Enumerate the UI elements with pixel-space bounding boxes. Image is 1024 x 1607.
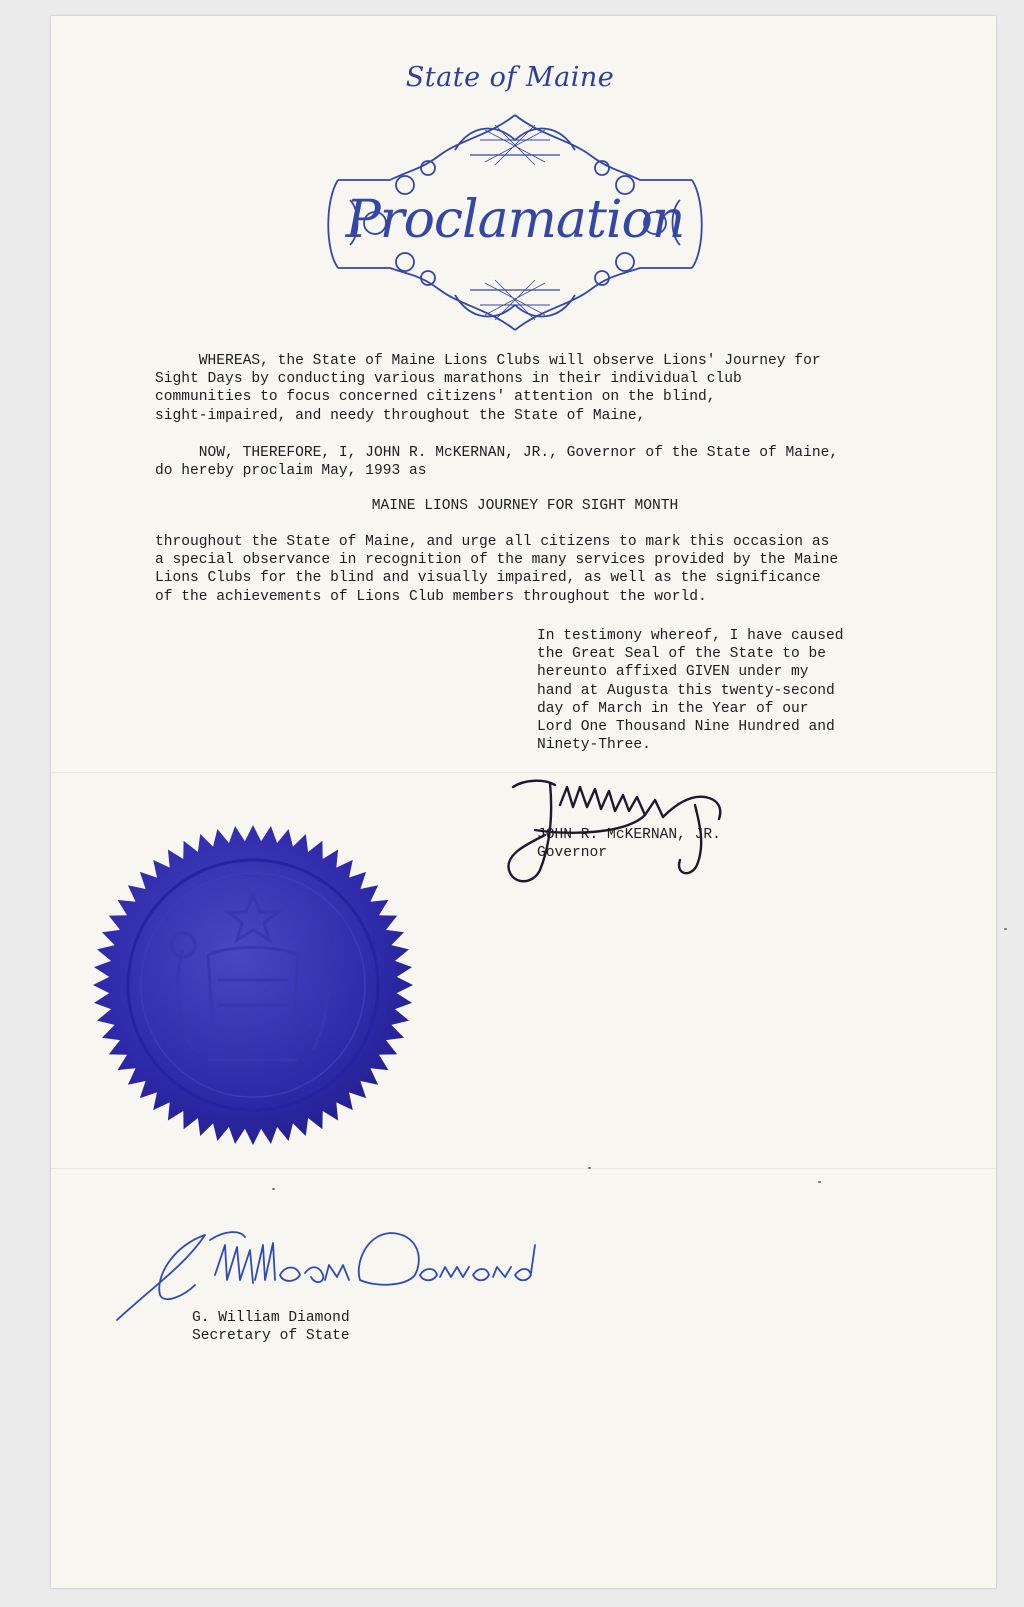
state-title: State of Maine	[405, 62, 615, 93]
secretary-name: G. William Diamond	[192, 1310, 350, 1326]
governor-title: Governor	[537, 845, 608, 862]
whereas-paragraph: WHEREAS, the State of Maine Lions Clubs will observe Lions' Journey for Sight Days by conducting various marathons in their individual club communities to focus concerned citizens' attention on the blind, sight-impaired, and needy throughout the State of Maine,	[155, 353, 821, 424]
secretary-signature-block	[192, 1309, 350, 1346]
governor-name: JOHN R. McKERNAN, JR.	[537, 827, 721, 843]
paper-speck	[588, 1167, 591, 1169]
state-seal-icon	[88, 820, 418, 1150]
proclaimed-month-title: MAINE LIONS JOURNEY FOR SIGHT MONTH	[371, 498, 679, 514]
throughout-paragraph: throughout the State of Maine, and urge all citizens to mark this occasion as a special observance in recognition of the many services provided by the Maine Lions Clubs for the blind and visually impaired, as well as the significance of the achievements of Lions Club members throughout the world.	[155, 534, 839, 605]
paper-speck	[272, 1188, 275, 1190]
paper-speck	[818, 1181, 821, 1183]
governor-signature-block	[537, 826, 721, 863]
paper-speck	[1004, 928, 1007, 930]
fold-line-upper	[51, 772, 996, 774]
now-therefore-paragraph: NOW, THEREFORE, I, JOHN R. McKERNAN, JR., Governor of the State of Maine, do hereby proclaim May, 1993 as	[155, 445, 839, 480]
testimony-paragraph: In testimony whereof, I have caused the Great Seal of the State to be hereunto affixed GIVEN under my hand at Augusta this twenty-second day of March in the Year of our Lord One Thousand Nine Hundred and Ninety-Three.	[537, 628, 844, 754]
secretary-title: Secretary of State	[192, 1328, 350, 1345]
proclamation-heading: Proclamation	[345, 190, 685, 250]
fold-line-lower	[51, 1168, 996, 1170]
